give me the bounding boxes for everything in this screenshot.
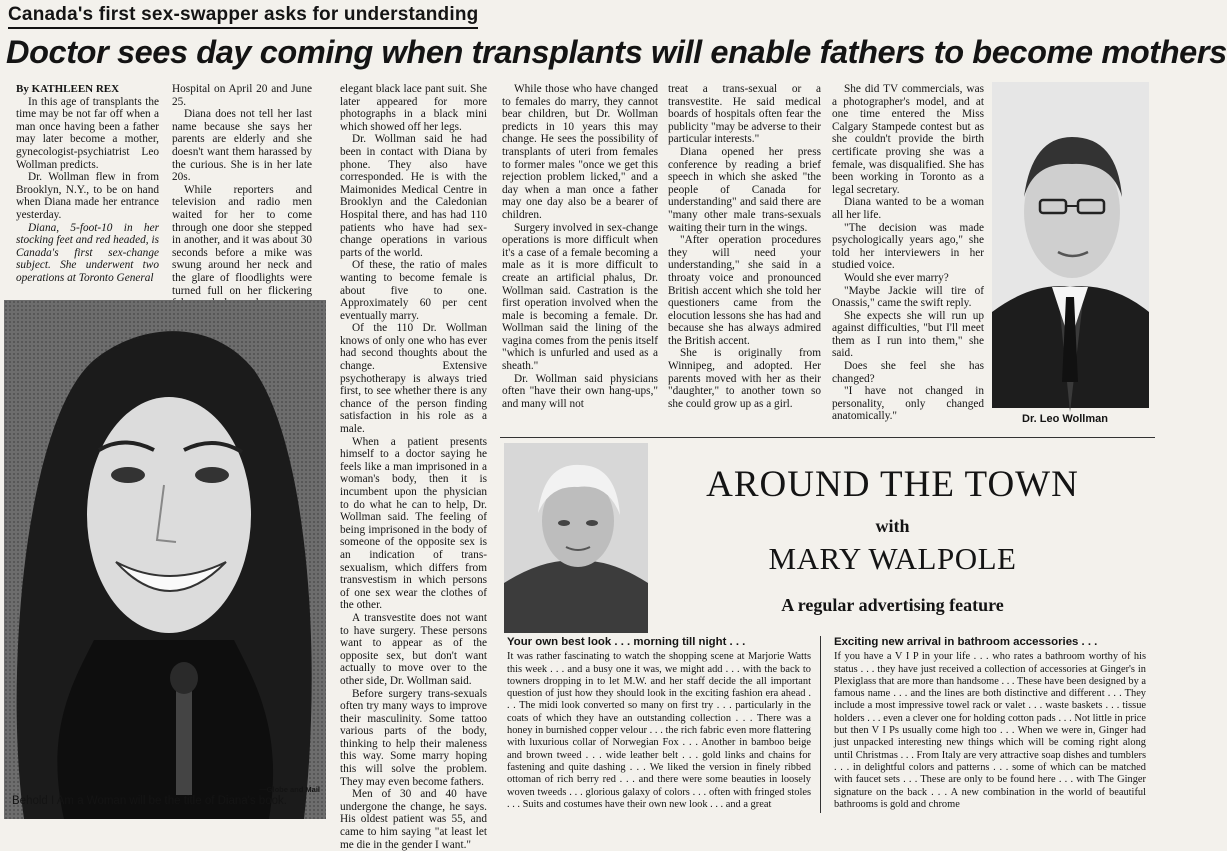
wollman-caption: Dr. Leo Wollman bbox=[1022, 413, 1108, 425]
paragraph: Of the 110 Dr. Wollman knows of only one who has ever had second thoughts about the change. Extensive psychotherapy is always tried first, to see whether there is any chance of the person finding satisfaction in his role as a male. bbox=[340, 322, 487, 436]
paragraph: Diana does not tell her last name because she says her parents are elderly and she doesn't want them harassed by the curious. She is in her late 20s. bbox=[172, 108, 312, 184]
paragraph: elegant black lace pant suit. She later appeared for more photographs in a black mini which showed off her legs. bbox=[340, 83, 487, 133]
paragraph: "Maybe Jackie will tire of Onassis," came the swift reply. bbox=[832, 284, 984, 310]
diana-photo bbox=[4, 300, 326, 819]
paragraph: She is originally from Winnipeg, and adopted. Her parents moved with her as their "daughter," to another town so she could grow up as a girl. bbox=[668, 347, 821, 410]
ad-right-body: If you have a V I P in your life . . . who rates a bathroom worthy of his status . . . they have just received a collection of accessories at Ginger's in Plexiglass that are more than handsome . . . These have been designed by a famous name . . . and the lines are both distinctive and different . . . They include a most impressive towel rack or valet . . . waste baskets . . . tissue holders . . . even a clever one for holding cotton pads . . . Not little in price but then V I Ps usually come high too . . . When we were in, Ginger had just unpacked interesting new things which will be coming right along until Christmas . . . From Italy are very attractive soap dishes and tumblers . . . in delightful colors and patterns . . . some of which can be matched with faucet sets . . . These are only to be found here . . . with The Ginger signature on the back . . . A new combination in the world of beautiful bathrooms is gold and chrome bbox=[834, 651, 1146, 810]
column-2 bbox=[172, 83, 312, 297]
paragraph: Diana wanted to be a woman all her life. bbox=[832, 196, 984, 221]
paragraph: Dr. Wollman said physicians often "have their own hang-ups," and many will not bbox=[502, 372, 658, 410]
portrait-illustration bbox=[4, 300, 326, 819]
paragraph: She did TV commercials, was a photographer's model, and at one time entered the Miss Calgary Stampede contest but as she couldn't provide the birth certificate proving she was a female, was disqualified. She has been working in Toronto as a legal secretary. bbox=[832, 83, 984, 196]
wollman-portrait-illustration bbox=[992, 82, 1149, 408]
main-headline: Doctor sees day coming when transplants will enable fathers to become mothers bbox=[6, 34, 1227, 70]
ad-column-rule bbox=[820, 636, 821, 813]
paragraph: Hospital on April 20 and June 25. bbox=[172, 83, 312, 108]
ad-author: MARY WALPOLE bbox=[768, 541, 1017, 576]
paragraph: "I have not changed in personality, only changed anatomically." bbox=[832, 385, 984, 423]
paragraph: Dr. Wollman flew in from Brooklyn, N.Y., to be on hand when Diana made her entrance yesterday. bbox=[16, 171, 159, 221]
paragraph: When a patient presents himself to a doctor saying he feels like a man imprisoned in a woman's body, then it is incumbent upon the physician to do what he can to help, Dr. Wollman said. The feeling of being imprisoned in the body of someone of the opposite sex is an indication of trans-sexualism, which differs from transvestism in which persons of one sex wear the clothes of the other. bbox=[340, 435, 487, 612]
kicker-headline: Canada's first sex-swapper asks for understanding bbox=[8, 4, 478, 29]
photo-credit: —Globe and Mail bbox=[259, 785, 320, 794]
paragraph: Before surgery trans-sexuals often try many ways to improve their masculinity. Some tattoo various parts of the body, thinking to help their maleness this way. Some marry hoping this will solve the problem. They may even become fathers. bbox=[340, 687, 487, 788]
ad-left-body: It was rather fascinating to watch the shopping scene at Marjorie Watts this week . . . and a busy one it was, we might add . . . with the back to towners dropping in to let M.W. and her staff decide the all important question of just how they should look in the exciting fashion era ahead . . . The midi look converted so many on first try . . . particularly in the coats of which they have an outstanding collection . . . There was a honey in burnished copper velour . . . the rich fabric even more flattering with luxurious collar of Norwegian Fox . . . Another in bamboo beige and brown tweed . . . wide leather belt . . . gold links and chains for fastening and quite dashing . . . We liked the version in finely ribbed ottoman of rich berry red . . . and there were some beauties in loosely woven tweeds . . . glorious galaxy of colors . . . often with fringed stoles . . . Suits and costumes have their own new look . . . and a great bbox=[507, 651, 811, 810]
paragraph: Would she ever marry? bbox=[844, 271, 949, 284]
column-6 bbox=[832, 83, 984, 433]
paragraph: She expects she will run up against difficulties, "but I'll meet them as I run into them," she said. bbox=[832, 309, 984, 360]
paragraph: Diana opened her press conference by reading a brief speech in which she asked "the people of Canada for understanding" and said there are "many other male trans-sexuals waiting their turn in the wings. bbox=[668, 145, 821, 234]
paragraph: "The decision was made psychologically years ago," she told her interviewers in her studied voice. bbox=[832, 221, 984, 272]
photo-caption: Behold I Am a Woman will be the title of Diana's book. bbox=[12, 795, 287, 807]
paragraph: While those who have changed to females do marry, they cannot bear children, but Dr. Wollman predicts in 10 years this may change. He sees the possibility of transplants of uteri from females to former males "once we get this rejection problem licked," and a day when a man once a father may one day also be a bearer of children. bbox=[502, 83, 658, 221]
paragraph: In this age of transplants the time may be not far off when a man once having been a father may later become a mother, gynecologist-psychiatrist Leo Wollman predicts. bbox=[16, 95, 159, 171]
paragraph: Does she feel she has changed? bbox=[832, 360, 984, 385]
ad-left-heading: Your own best look . . . morning till night . . . bbox=[507, 636, 746, 648]
paragraph: Dr. Wollman said he had been in contact with Diana by phone. They also have corresponded. He is with the Maimonides Medical Centre in Brooklyn and the Caledonian Hospital there, and has had 110 patients who have had sex-change operations in various parts of the world. bbox=[340, 133, 487, 259]
paragraph: Diana, 5-foot-10 in her stocking feet and red headed, is Canada's first sex-change subject. She underwent two operations at Toronto General bbox=[16, 221, 159, 284]
paragraph: A transvestite does not want to have surgery. These persons want to appear as of the opposite sex, but don't want actually to move over to the other side, Dr. Wollman said. bbox=[340, 611, 487, 687]
paragraph: While reporters and television and radio men waited for her to come through one door she stepped in another, and it was about 30 seconds before a mike was swung around her neck and the glare of floodlights were turned full on her flickering bbox=[172, 183, 312, 297]
column-4 bbox=[502, 83, 658, 433]
ad-right-column bbox=[834, 636, 1146, 813]
paragraph: "After operation procedures they will need your understanding," she said in a throaty voice and pronounced British accent which she told her questioners came from the elocution lessons she has had and because she has always admired the British accent. bbox=[668, 234, 821, 347]
column-3 bbox=[340, 83, 487, 851]
ad-subtitle: A regular advertising feature bbox=[781, 595, 1004, 615]
ad-with: with bbox=[875, 516, 910, 536]
ad-top-rule bbox=[500, 437, 1155, 438]
column-5 bbox=[668, 83, 821, 433]
paragraph: Surgery involved in sex-change operations is more difficult when it's a case of a female becoming a male as it is more difficult to create an artificial phalus, Dr. Wollman said. Castration is the first operation involved when the male is becoming a female. Dr. Wollman said the lining of the vagina comes from the penis itself "which is unfurled and used as a sheath." bbox=[502, 221, 658, 373]
walpole-portrait-illustration bbox=[504, 443, 648, 633]
byline: By KATHLEEN REX bbox=[16, 83, 120, 95]
paragraph: Men of 30 and 40 have undergone the change, he says. His oldest patient was 55, and came to him saying "at least let me die in the gender I want." bbox=[340, 788, 487, 851]
ad-title: AROUND THE TOWN bbox=[706, 464, 1079, 505]
paragraph: Of these, the ratio of males wanting to become female is about five to one. Approximately 60 per cent eventually marry. bbox=[340, 259, 487, 322]
column-1 bbox=[16, 83, 159, 297]
ad-left-column bbox=[507, 636, 811, 813]
paragraph: treat a trans-sexual or a transvestite. He said medical boards of hospitals often fear the publicity "may be adverse to their particular interests." bbox=[668, 83, 821, 146]
walpole-photo bbox=[504, 443, 648, 633]
ad-right-heading: Exciting new arrival in bathroom accessories . . . bbox=[834, 636, 1098, 648]
wollman-photo bbox=[992, 82, 1149, 408]
